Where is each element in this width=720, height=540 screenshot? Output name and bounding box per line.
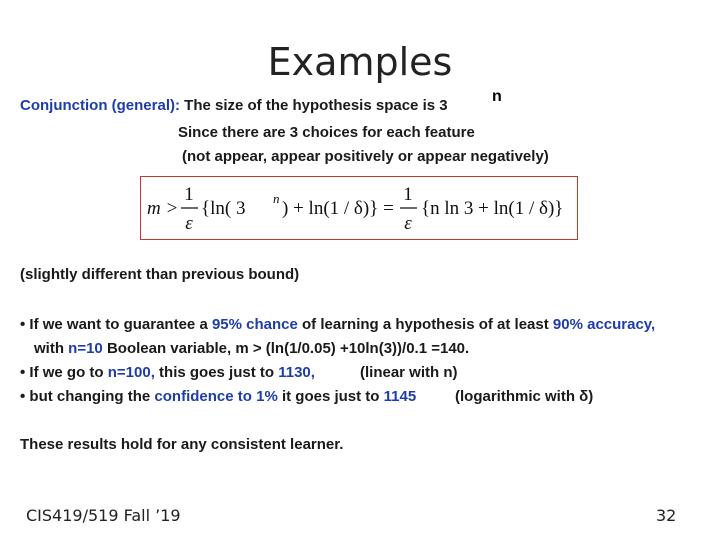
bullet2-pre: • If we go to: [20, 364, 108, 381]
formula-lhs: m >: [147, 198, 179, 219]
bullet-guarantee: [20, 316, 655, 333]
formula-frac1-num: 1: [184, 184, 194, 205]
n10-highlight: n=10: [68, 340, 103, 357]
formula-box: [140, 176, 578, 240]
hypothesis-base: 3: [439, 97, 448, 114]
logarithmic-note: (logarithmic with δ): [455, 388, 594, 405]
bullet-confidence: [20, 388, 416, 405]
formula-rhs: {n ln 3 + ln(1 / δ)}: [421, 198, 564, 219]
bullet-n100: [20, 364, 315, 381]
bullet1-line2-post: Boolean variable, m > (ln(1/0.05) +10ln(3))/0.1 =140.: [102, 340, 470, 357]
choices-detail-line: (not appear, appear positively or appear negatively): [182, 148, 549, 165]
value-1145: 1145: [383, 388, 417, 405]
closing-statement: These results hold for any consistent learner.: [20, 436, 344, 453]
bullet3-mid: it goes just to: [277, 388, 384, 405]
n100-highlight: n=100,: [107, 364, 155, 381]
formula-mid1: {ln( 3: [201, 198, 246, 219]
bullet1-pre: • If we want to guarantee a: [20, 316, 212, 333]
formula-frac2-den: ε: [404, 213, 412, 234]
slide-title: Examples: [267, 40, 453, 84]
formula-mid2: ) + ln(1 / δ)} =: [282, 198, 394, 219]
bullet2-post: this goes just to: [154, 364, 279, 381]
bullet-guarantee-cont: [34, 340, 469, 357]
conjunction-label: Conjunction (general):: [20, 97, 180, 114]
footer-course: CIS419/519 Fall ’19: [26, 506, 181, 525]
bound-note: (slightly different than previous bound): [20, 266, 300, 283]
choices-line: Since there are 3 choices for each feature: [178, 124, 475, 141]
page-number: 32: [656, 506, 677, 525]
chance-highlight: 95% chance: [211, 316, 298, 333]
linear-note: (linear with n): [360, 364, 458, 381]
hypothesis-exponent: n: [492, 88, 502, 105]
bullet1-line2-pre: with: [34, 340, 69, 357]
formula-exp-n: n: [273, 191, 280, 206]
formula-frac1-den: ε: [185, 213, 193, 234]
formula-frac2-num: 1: [403, 184, 413, 205]
hypothesis-space-text: The size of the hypothesis space is: [180, 97, 440, 114]
accuracy-highlight: 90% accuracy,: [552, 316, 656, 333]
sample-bound-formula: [141, 177, 576, 238]
bullet3-pre: • but changing the: [20, 388, 155, 405]
confidence-highlight: confidence to 1%: [154, 388, 278, 405]
value-1130: 1130,: [278, 364, 315, 381]
conjunction-line: [20, 97, 448, 114]
bullet1-mid: of learning a hypothesis of at least: [297, 316, 553, 333]
